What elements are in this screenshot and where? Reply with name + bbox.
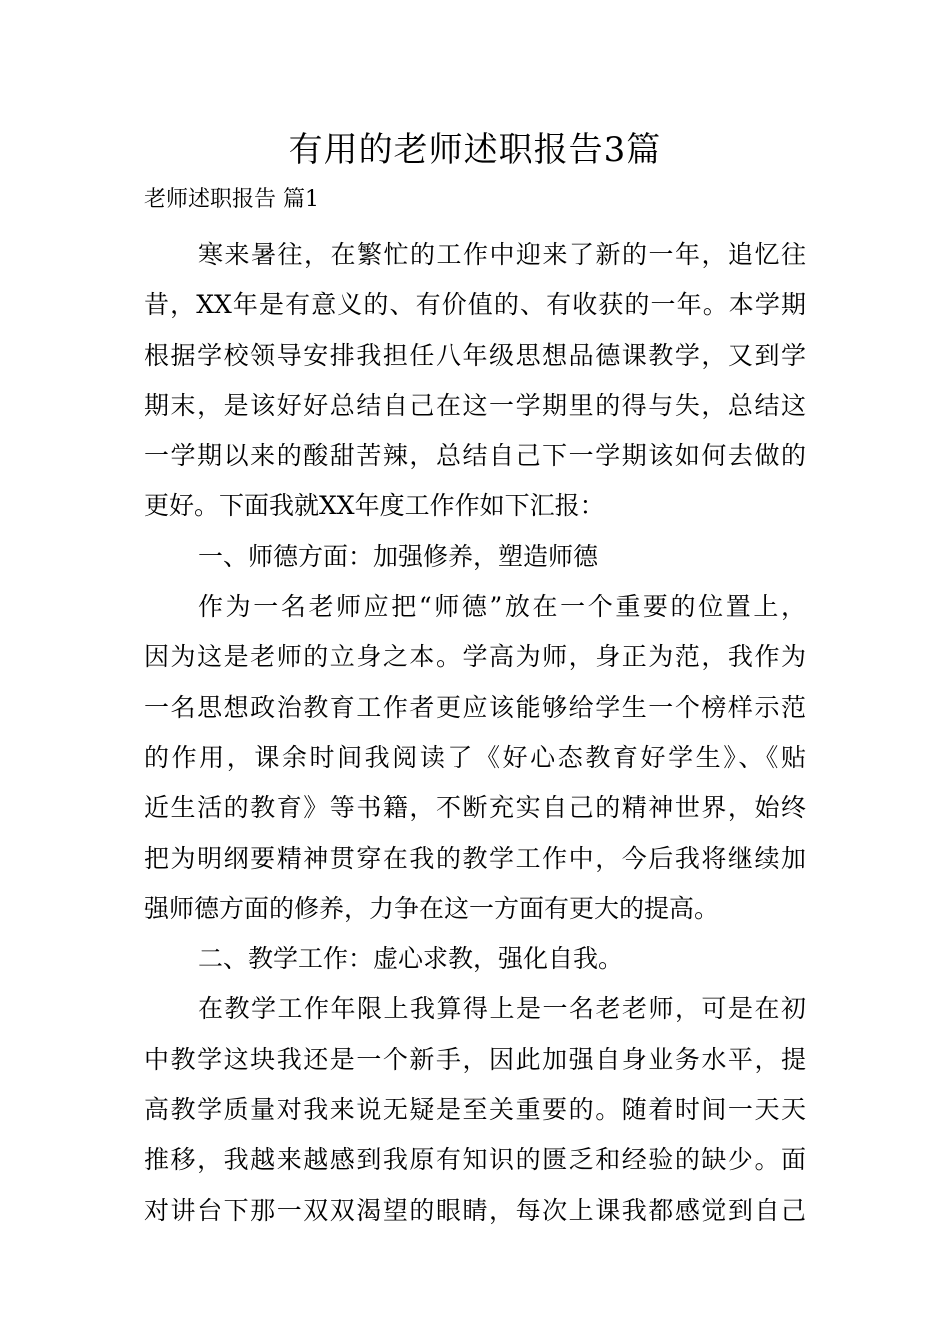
text-line: 近生活的教育》等书籍，不断充实自己的精神世界，始终: [144, 793, 806, 823]
text-line: 把为明纲要精神贯穿在我的教学工作中，今后我将继续加: [144, 843, 806, 873]
text-line: 更好。下面我就XX年度工作作如下汇报：: [144, 491, 605, 521]
text-line: 昔，XX年是有意义的、有价值的、有收获的一年。本学期: [144, 290, 806, 320]
text-line: 推移，我越来越感到我原有知识的匮乏和经验的缺少。面: [144, 1145, 806, 1175]
text-line: 一学期以来的酸甜苦辣，总结自己下一学期该如何去做的: [144, 441, 806, 471]
text-line: 在教学工作年限上我算得上是一名老老师，可是在初: [198, 994, 806, 1024]
text-line: 期末，是该好好总结自己在这一学期里的得与失，总结这: [144, 390, 806, 420]
document-body: [144, 230, 806, 1236]
text-line: 高教学质量对我来说无疑是至关重要的。随着时间一天天: [144, 1095, 806, 1125]
text-line: 中教学这块我还是一个新手，因此加强自身业务水平，提: [144, 1044, 806, 1074]
text-line: 因为这是老师的立身之本。学高为师，身正为范，我作为: [144, 642, 806, 672]
section-heading: 老师述职报告 篇1: [144, 187, 319, 212]
text-line: 一名思想政治教育工作者更应该能够给学生一个榜样示范: [144, 692, 806, 722]
text-line: 寒来暑往，在繁忙的工作中迎来了新的一年，追忆往: [198, 240, 806, 269]
text-line: 一、师德方面：加强修养，塑造师德: [198, 541, 599, 571]
text-line: 的作用，课余时间我阅读了《好心态教育好学生》、《贴: [144, 742, 806, 772]
text-line: 二、教学工作：虚心求教，强化自我。: [198, 944, 624, 974]
text-line: 根据学校领导安排我担任八年级思想品德课教学，又到学: [144, 340, 806, 370]
text-line: 强师德方面的修养，力争在这一方面有更大的提高。: [144, 893, 720, 923]
text-line: 对讲台下那一双双渴望的眼睛，每次上课我都感觉到自己: [144, 1195, 806, 1225]
text-line: 作为一名老师应把“师德”放在一个重要的位置上，: [198, 592, 806, 622]
document-title: 有用的老师述职报告3篇: [288, 130, 662, 170]
